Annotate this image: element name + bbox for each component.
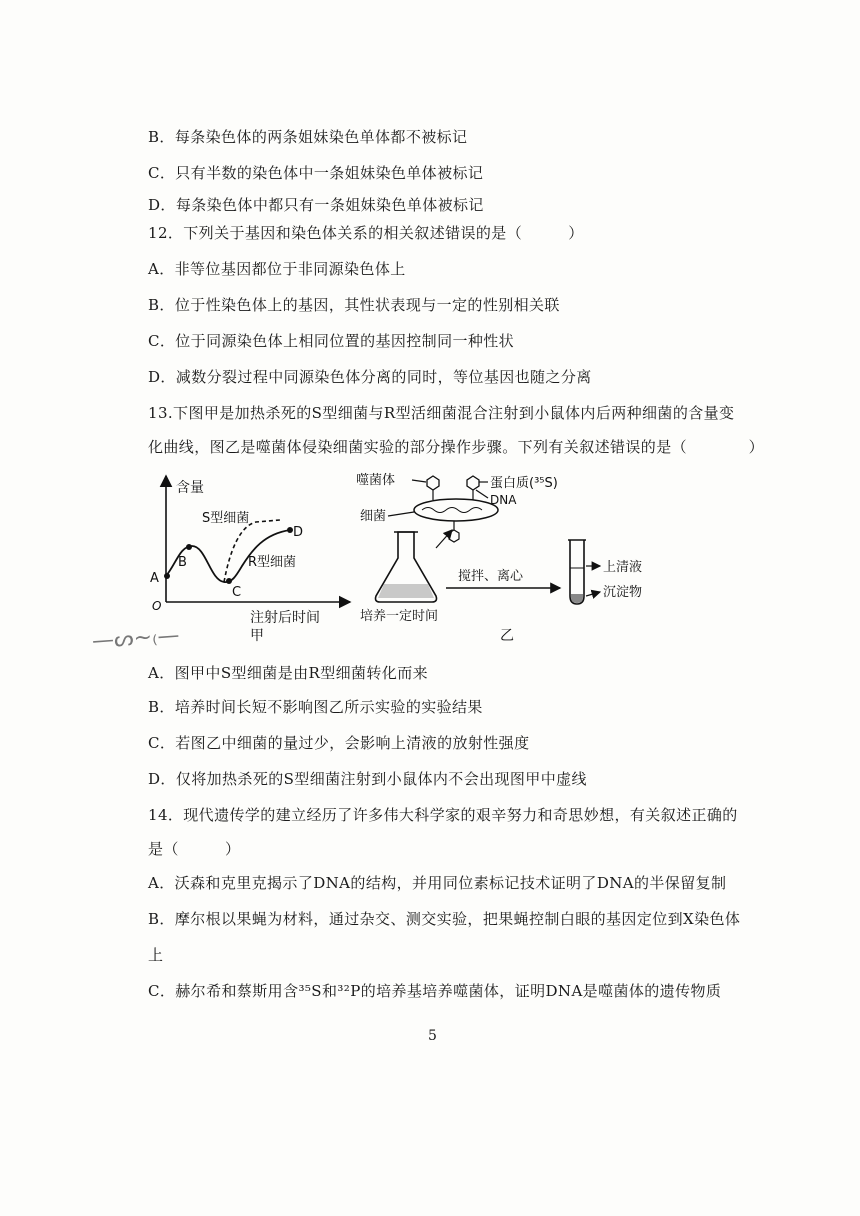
jia-point-d-label: D	[293, 525, 304, 540]
yi-protein-label: 蛋白质(³⁵S)	[490, 476, 558, 491]
yi-bacteria-label: 细菌	[360, 509, 387, 524]
jia-point-b-label: B	[178, 555, 187, 570]
yi-phage-label: 噬菌体	[356, 473, 396, 488]
yi-dna-label: DNA	[490, 493, 517, 507]
yi-sediment-label: 沉淀物	[603, 585, 643, 600]
jia-point-c	[226, 578, 232, 584]
q14-option-b-line1: B．摩尔根以果蝇为材料，通过杂交、测交实验，把果蝇控制白眼的基因定位到X染色体	[148, 910, 741, 928]
q13-option-a: A．图甲中S型细菌是由R型细菌转化而来	[148, 664, 429, 682]
yi-process-label: 搅拌、离心	[458, 569, 524, 584]
margin-scribble: —ᔕ~₍—	[91, 622, 181, 655]
q12-option-c: C．位于同源染色体上相同位置的基因控制同一种性状	[148, 332, 515, 350]
figure-jia	[150, 476, 350, 644]
q13-option-d: D．仅将加热杀死的S型细菌注射到小鼠体内不会出现图甲中虚线	[148, 770, 587, 788]
jia-xlabel: 注射后时间	[250, 610, 320, 626]
q12-option-a: A．非等位基因都位于非同源染色体上	[148, 260, 406, 278]
q13-figure	[140, 470, 700, 650]
jia-point-a	[164, 573, 170, 579]
q14-option-b-line2: 上	[148, 946, 164, 964]
q14-stem-line1: 14．现代遗传学的建立经历了许多伟大科学家的艰辛努力和奇思妙想，有关叙述正确的	[148, 806, 738, 824]
yi-phage-icon	[427, 476, 439, 490]
q13-stem-line1: 13.下图甲是加热杀死的S型细菌与R型活细菌混合注射到小鼠体内后两种细菌的含量变	[148, 404, 735, 422]
jia-point-c-label: C	[232, 585, 242, 600]
q13-option-b: B．培养时间长短不影响图乙所示实验的实验结果	[148, 698, 483, 716]
q12-option-b: B．位于性染色体上的基因，其性状表现与一定的性别相关联	[148, 296, 560, 314]
jia-point-a-label: A	[150, 571, 159, 586]
jia-ylabel: 含量	[176, 480, 204, 496]
q14-option-a: A．沃森和克里克揭示了DNA的结构，并用同位素标记技术证明了DNA的半保留复制	[148, 874, 727, 892]
q13-stem-line2: 化曲线，图乙是噬菌体侵染细菌实验的部分操作步骤。下列有关叙述错误的是（ ）	[148, 438, 765, 456]
q13-option-c: C．若图乙中细菌的量过少，会影响上清液的放射性强度	[148, 734, 530, 752]
jia-point-b	[186, 544, 192, 550]
page-number: 5	[428, 1028, 437, 1044]
jia-caption: 甲	[250, 628, 264, 644]
figure-yi	[356, 472, 642, 644]
yi-supernatant-label: 上清液	[603, 560, 643, 575]
q14-stem-line2: 是（ ）	[148, 840, 241, 858]
q14-option-c: C．赫尔希和蔡斯用含³⁵S和³²P的培养基培养噬菌体，证明DNA是噬菌体的遗传物质	[148, 982, 722, 1000]
q11-option-d: D．每条染色体中都只有一条姐妹染色单体被标记	[148, 196, 484, 214]
yi-phage-icon-2	[467, 476, 479, 490]
jia-s-label: S型细菌	[202, 511, 250, 526]
yi-caption: 乙	[500, 628, 514, 644]
q11-option-c: C．只有半数的染色体中一条姐妹染色单体被标记	[148, 164, 484, 182]
jia-r-label: R型细菌	[248, 555, 297, 570]
q11-option-b: B．每条染色体的两条姐妹染色单体都不被标记	[148, 128, 468, 146]
jia-origin-label: O	[152, 599, 162, 613]
q12-option-d: D．减数分裂过程中同源染色体分离的同时，等位基因也随之分离	[148, 368, 592, 386]
yi-culture-label: 培养一定时间	[360, 609, 439, 624]
yi-bacterium-cell	[414, 499, 498, 521]
q12-stem: 12．下列关于基因和染色体关系的相关叙述错误的是（ ）	[148, 224, 584, 242]
